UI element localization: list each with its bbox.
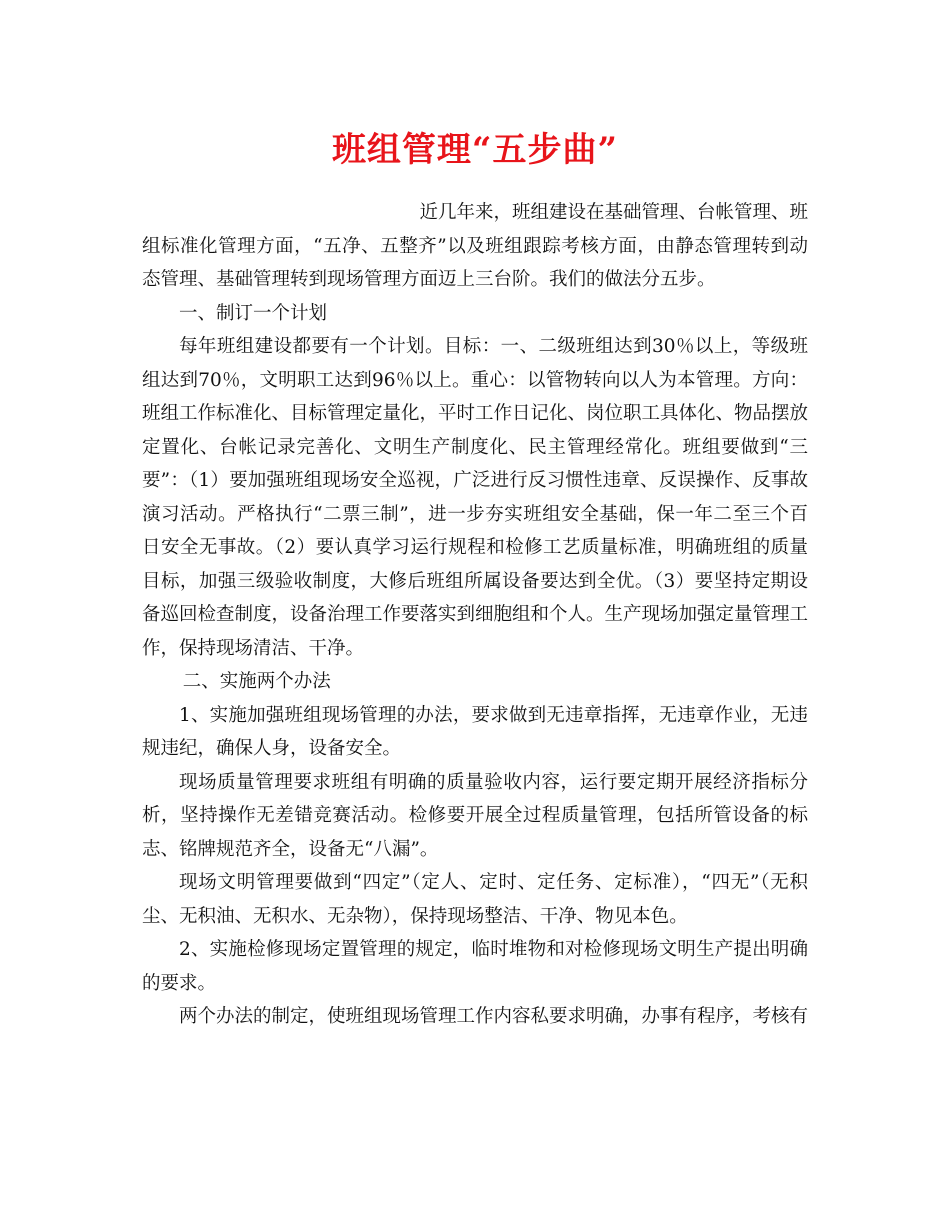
body-paragraph: 1、实施加强班组现场管理的办法，要求做到无违章指挥，无违章作业，无违规违纪，确保人身，设备安全。 xyxy=(142,704,808,759)
body-paragraph: 2、实施检修现场定置管理的规定，临时堆物和对检修现场文明生产提出明确的要求。 xyxy=(142,939,808,994)
intro-paragraph: 近几年来，班组建设在基础管理、台帐管理、班组标准化管理方面，“五净、五整齐”以及班组跟踪考核方面，由静态管理转到动态管理、基础管理转到现场管理方面迈上三台阶。我们的做法分五步。 xyxy=(142,202,809,290)
section-heading-1: 一、制订一个计划 xyxy=(179,302,328,324)
body-paragraph: 现场文明管理要做到“四定”（定人、定时、定任务、定标准），“四无”（无积尘、无积油、无积水、无杂物），保持现场整洁、干净、物见本色。 xyxy=(142,872,808,927)
body-paragraph: 现场质量管理要求班组有明确的质量验收内容，运行要定期开展经济指标分析，坚持操作无差错竞赛活动。检修要开展全过程质量管理，包括所管设备的标志、铭牌规范齐全，设备无“八漏”。 xyxy=(142,771,808,860)
body-paragraph: 两个办法的制定，使班组现场管理工作内容私要求明确，办事有程序，考核有 xyxy=(179,1006,809,1027)
section-heading-2: 二、实施两个办法 xyxy=(182,671,331,692)
document-body xyxy=(142,196,808,1034)
body-paragraph: 每年班组建设都要有一个计划。目标：一、二级班组达到30％以上，等级班组达到70％，文明职工达到96％以上。重心：以管物转向以人为本管理。方向：班组工作标准化、目标管理定量化，平时工作日记化、岗位职工具体化、物品摆放定置化、台帐记录完善化、文明生产制度化、民主管理经常化。班组要做到“三要”：（1）要加强班组现场安全巡视，广泛进行反习惯性违章、反误操作、反事故演习活动。严格执行“二票三制”，进一步夯实班组安全基础，保一年二至三个百日安全无事故。（2）要认真学习运行规程和检修工艺质量标准，明确班组的质量目标，加强三级验收制度，大修后班组所属设备要达到全优。（3）要坚持定期设备巡回检查制度，设备治理工作要落实到细胞组和个人。生产现场加强定量管理工作，保持现场清洁、干净。 xyxy=(142,336,809,659)
document-title: 班组管理“五步曲” xyxy=(331,130,619,170)
